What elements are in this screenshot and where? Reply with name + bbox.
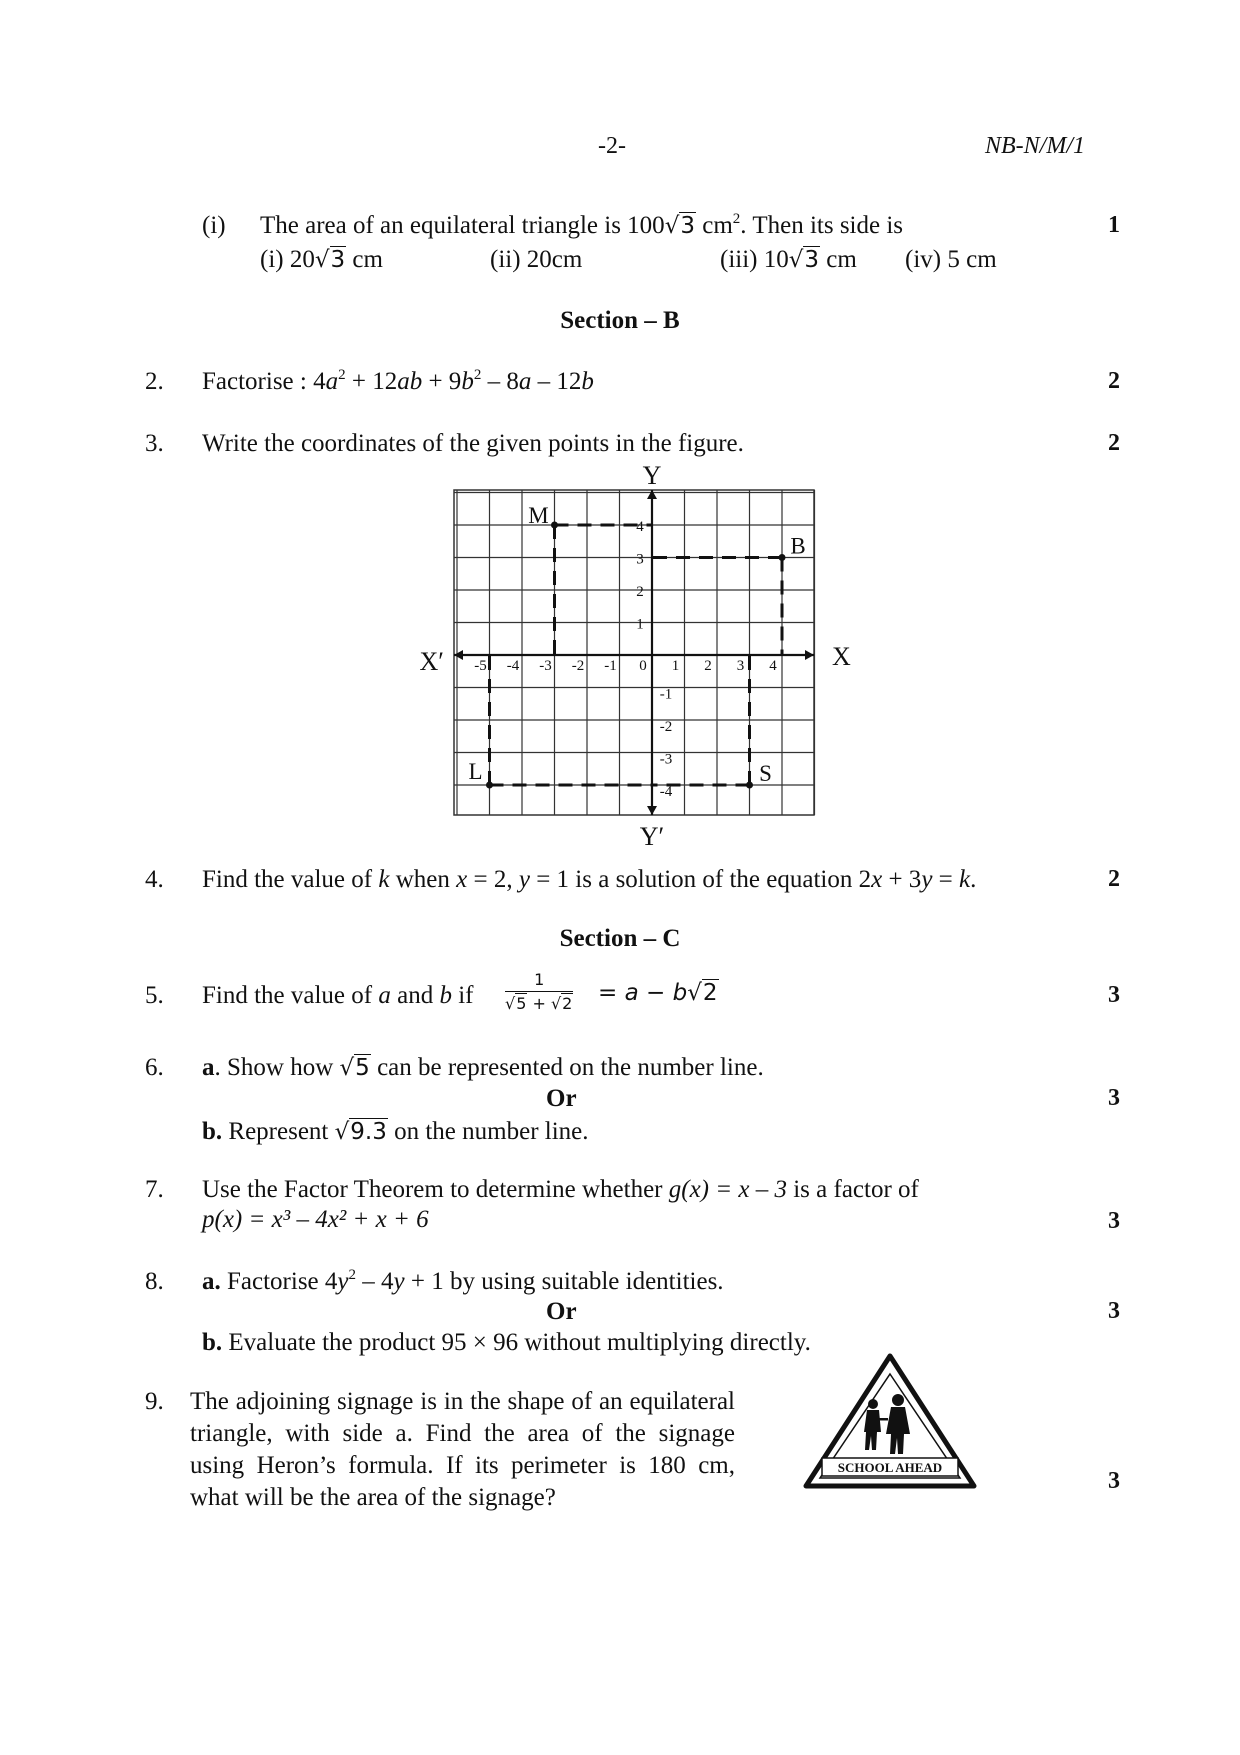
x-tick-label: -5	[474, 658, 487, 674]
q6-or: Or	[546, 1085, 577, 1112]
axis-label-x: X	[832, 642, 851, 671]
section-b-heading: Section – B	[560, 307, 680, 334]
x-tick-label: -4	[506, 658, 520, 674]
q8-number: 8.	[145, 1268, 164, 1295]
y-neg-axis-arrow	[647, 806, 657, 815]
q2-marks: 2	[1108, 368, 1120, 394]
q7-marks: 3	[1108, 1208, 1120, 1234]
q8-marks: 3	[1108, 1298, 1120, 1324]
axis-label-y-neg: Y′	[639, 822, 665, 851]
q3-question: Write the coordinates of the given points in the figure.	[202, 430, 744, 457]
point-M	[551, 522, 558, 529]
q4-number: 4.	[145, 866, 164, 893]
school-ahead-sign	[800, 1352, 980, 1492]
q6b-text: b. Represent √9.3 on the number line.	[202, 1118, 589, 1145]
q5-question: Find the value of a and b if	[202, 982, 474, 1009]
axis-label-x-neg: X′	[419, 647, 444, 676]
q3-number: 3.	[145, 430, 164, 457]
x-axis-arrow	[805, 650, 814, 660]
q1i-label: (i)	[202, 212, 226, 239]
q3-marks: 2	[1108, 430, 1120, 456]
y-tick-label: -2	[659, 719, 673, 735]
x-tick-label: 1	[671, 658, 680, 674]
y-axis-arrow	[647, 490, 657, 499]
y-tick-label: 3	[636, 551, 644, 568]
q8a-text: a. Factorise $4y^2 - 4y + 1$ by using suitable identities.	[202, 1267, 724, 1295]
q7-number: 7.	[145, 1176, 164, 1203]
x-tick-label: 3	[736, 658, 745, 674]
sign-label: SCHOOL AHEAD	[837, 1460, 943, 1475]
q2-question: Factorise : $4a^2 + 12ab + 9b^2 - 8a - 12b$	[202, 367, 594, 395]
y-tick-label: 1	[636, 616, 644, 633]
section-c-heading: Section – C	[559, 925, 681, 952]
q4-question: Find the value of k when x = 2, y = 1 is a solution of the equation 2x + 3y = k.	[202, 866, 977, 893]
point-L	[486, 782, 493, 789]
point-B	[779, 554, 786, 561]
x-tick-label: -3	[539, 658, 552, 674]
q8-or: Or	[546, 1298, 577, 1325]
q1i-question: The area of an equilateral triangle is 100√3 $cm^2$. Then its side is	[260, 211, 904, 239]
q5-fraction: $\frac{1}{√5 + √2}$	[505, 970, 573, 1013]
q1i-option-2: (ii) 20cm	[490, 246, 583, 273]
q9-text: The adjoining signage is in the shape of an equilateral triangle, with side a. Find the area of the signage using Heron’s formula. If its perimeter is 180 cm, what will be the area of the signage?	[190, 1388, 735, 1511]
q5-number: 5.	[145, 982, 164, 1009]
x-neg-axis-arrow	[454, 650, 463, 660]
q7-line2: p(x) = x³ – 4x² + x + 6	[202, 1206, 429, 1233]
q9-marks: 3	[1108, 1468, 1120, 1494]
q6-marks: 3	[1108, 1085, 1120, 1111]
q6-number: 6.	[145, 1054, 164, 1081]
x-tick-label: -2	[571, 658, 585, 674]
axis-label-y: Y	[642, 461, 662, 490]
q4-marks: 2	[1108, 866, 1120, 892]
q8b-text: b. Evaluate the product 95 × 96 without multiplying directly.	[202, 1329, 811, 1356]
point-label-B: B	[790, 533, 806, 559]
point-label-M: M	[528, 503, 549, 528]
y-tick-label: 2	[636, 584, 644, 600]
q6a-text: a. Show how √5 can be represented on the number line.	[202, 1054, 764, 1081]
page-number: -2-	[598, 133, 626, 159]
x-tick-label: -1	[604, 658, 617, 674]
y-tick-label: -3	[659, 751, 673, 768]
point-label-L: L	[468, 759, 483, 784]
y-tick-label: -1	[659, 686, 673, 703]
y-tick-label: -4	[659, 784, 673, 800]
paper-code: NB-N/M/1	[985, 133, 1085, 159]
q5-marks: 3	[1108, 982, 1120, 1008]
x-tick-label: 0	[639, 658, 647, 674]
q2-number: 2.	[145, 368, 164, 395]
q7-line1: Use the Factor Theorem to determine whether g(x) = x – 3 is a factor of	[202, 1176, 919, 1203]
x-tick-label: 2	[704, 658, 712, 674]
q1i-option-1: (i) 20√3 cm	[260, 246, 383, 273]
q1i-option-4: (iv) 5 cm	[905, 246, 997, 273]
point-S	[746, 782, 753, 789]
q5-rhs: = a − b√2	[598, 980, 718, 1006]
x-tick-label: 4	[769, 658, 777, 674]
y-tick-label: 4	[636, 519, 644, 535]
q1i-option-3: (iii) 10√3 cm	[720, 246, 857, 273]
q9-number: 9.	[145, 1388, 164, 1415]
point-label-S: S	[759, 761, 772, 786]
q1i-marks: 1	[1108, 212, 1120, 238]
